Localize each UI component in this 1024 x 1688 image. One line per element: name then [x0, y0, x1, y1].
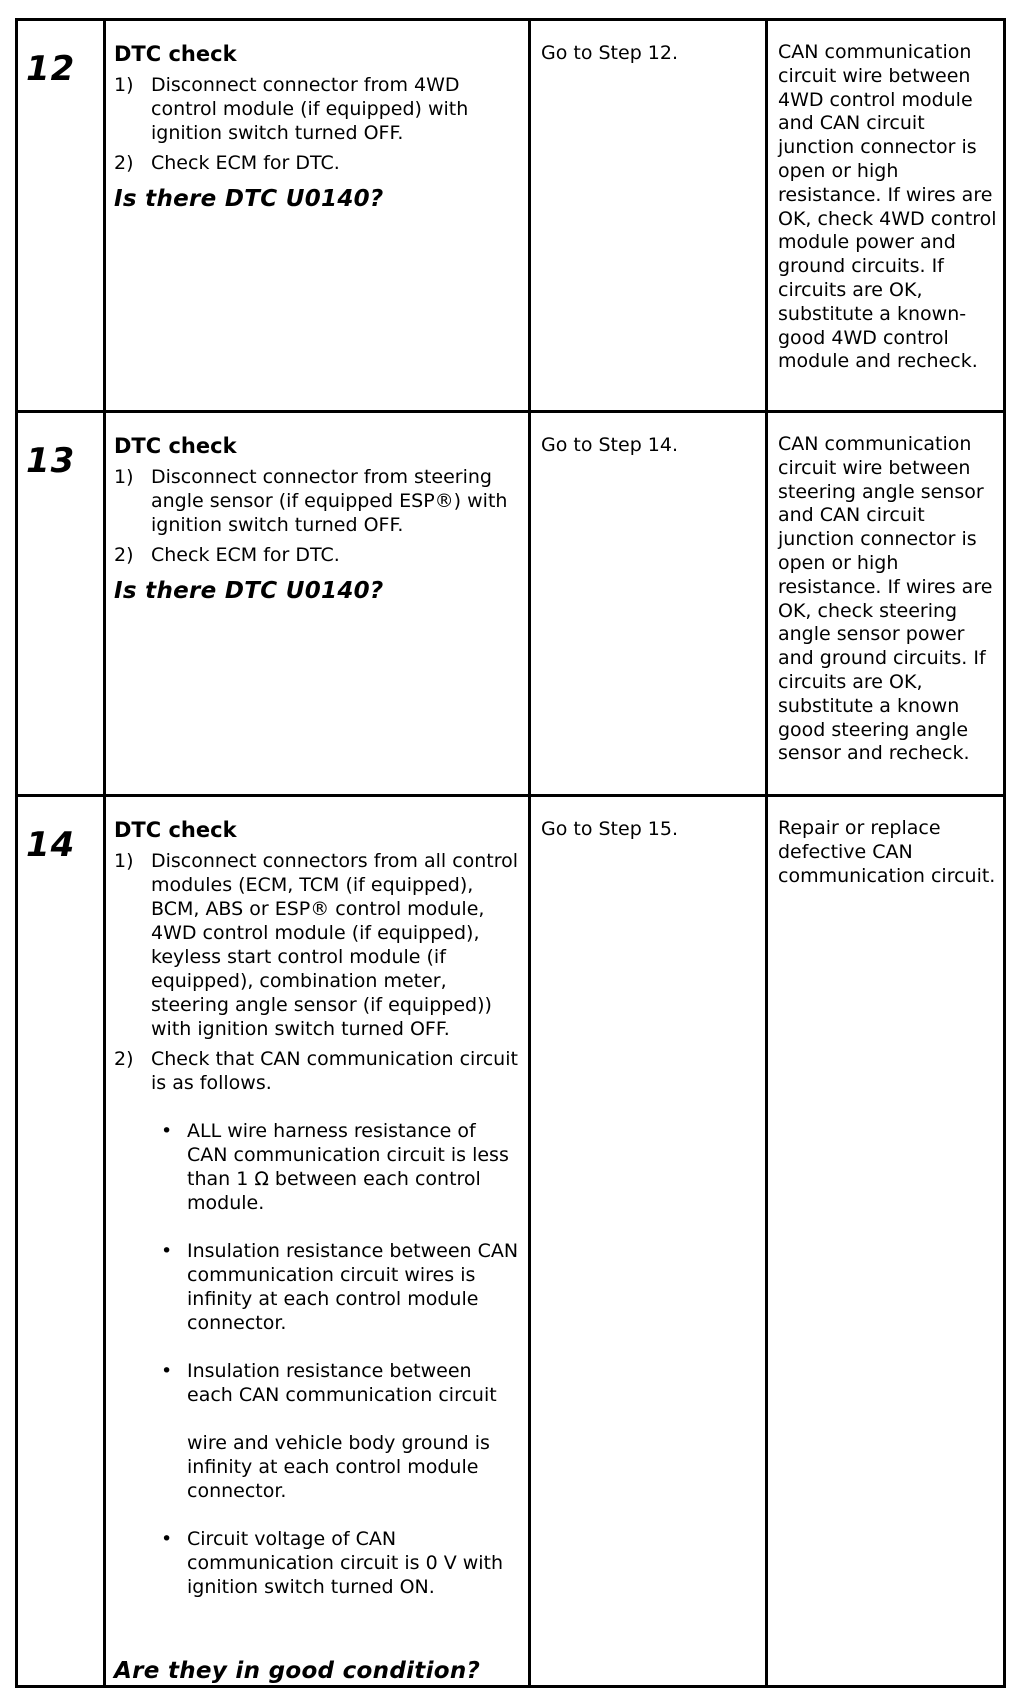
table-row	[17, 20, 1005, 412]
no-result: CAN communication circuit wire between 4WD control module and CAN circuit junction connector is open or high resistance. If wires are OK, check 4WD control module power and ground circuits. If circuits are OK, substitute a known-good 4WD control module and recheck.	[778, 41, 997, 373]
diagnostic-table	[15, 18, 1006, 1688]
action-cell	[105, 20, 530, 412]
table-row	[17, 412, 1005, 796]
list-item: 1) Disconnect connectors from all control modules (ECM, TCM (if equipped), BCM, ABS or ESP® control module, 4WD control module (if equipped), keyless start control module (if equipped), combination meter, steering angle sensor (if equipped)) with ignition switch turned OFF.	[114, 850, 519, 1040]
list-item: 2) Check ECM for DTC.	[114, 152, 340, 174]
bullet-item: • ALL wire harness resistance of CAN communication circuit is less than 1 Ω between each control module.	[161, 1120, 509, 1214]
yes-result: Go to Step 15.	[541, 818, 679, 840]
action-cell	[105, 412, 530, 796]
list-item: 1) Disconnect connector from 4WD control module (if equipped) with ignition switch turned OFF.	[114, 74, 469, 144]
list-item: 2) Check ECM for DTC.	[114, 544, 340, 566]
step-question: Is there DTC U0140?	[114, 578, 384, 604]
bullet-icon: •	[161, 1528, 173, 1550]
no-cell	[767, 20, 1005, 412]
action-cell	[105, 796, 530, 1687]
bullet-icon: •	[161, 1360, 173, 1382]
bullet-icon: •	[161, 1120, 173, 1142]
step-heading: DTC check	[114, 818, 237, 842]
step-cell	[17, 412, 105, 796]
no-cell	[767, 796, 1005, 1687]
step-cell	[17, 796, 105, 1687]
step-cell	[17, 20, 105, 412]
step-question: Is there DTC U0140?	[114, 186, 384, 212]
step-number: 14	[26, 825, 76, 865]
yes-result: Go to Step 14.	[541, 434, 679, 456]
step-question: Are they in good condition?	[114, 1658, 481, 1684]
yes-cell	[530, 412, 767, 796]
step-number: 13	[26, 441, 76, 481]
step-heading: DTC check	[114, 434, 237, 458]
step-heading: DTC check	[114, 42, 237, 66]
step-number: 12	[26, 49, 76, 89]
table-row	[17, 796, 1005, 1687]
bullet-item: • Insulation resistance between each CAN communication circuit wire and vehicle body ground is infinity at each control module connector.	[161, 1360, 497, 1502]
bullet-item: • Circuit voltage of CAN communication circuit is 0 V with ignition switch turned ON.	[161, 1528, 504, 1598]
no-cell	[767, 412, 1005, 796]
no-result: CAN communication circuit wire between steering angle sensor and CAN circuit junction connector is open or high resistance. If wires are OK, check steering angle sensor power and ground circuits. If circuits are OK, substitute a known good steering angle sensor and recheck.	[778, 433, 993, 765]
bullet-item: • Insulation resistance between CAN communication circuit wires is infinity at each control module connector.	[161, 1240, 519, 1334]
yes-cell	[530, 796, 767, 1687]
no-result: Repair or replace defective CAN communication circuit.	[778, 817, 996, 887]
yes-result: Go to Step 12.	[541, 42, 679, 64]
list-item: 2) Check that CAN communication circuit is as follows. • ALL wire harness resistance of CAN communication circuit is less than 1 Ω between each control module. • Insulation resistance between CAN communication circuit wires is infinity at each control module connector. • Insulation resistance between each CAN communication circuit wire and vehicle body ground is infinity at each control module connector. • Circuit voltage of CAN communication circuit is 0 V with ignition switch turned ON.	[114, 1048, 519, 1598]
list-item: 1) Disconnect connector from steering angle sensor (if equipped ESP®) with ignition switch turned OFF.	[114, 466, 508, 536]
yes-cell	[530, 20, 767, 412]
bullet-icon: •	[161, 1240, 173, 1262]
